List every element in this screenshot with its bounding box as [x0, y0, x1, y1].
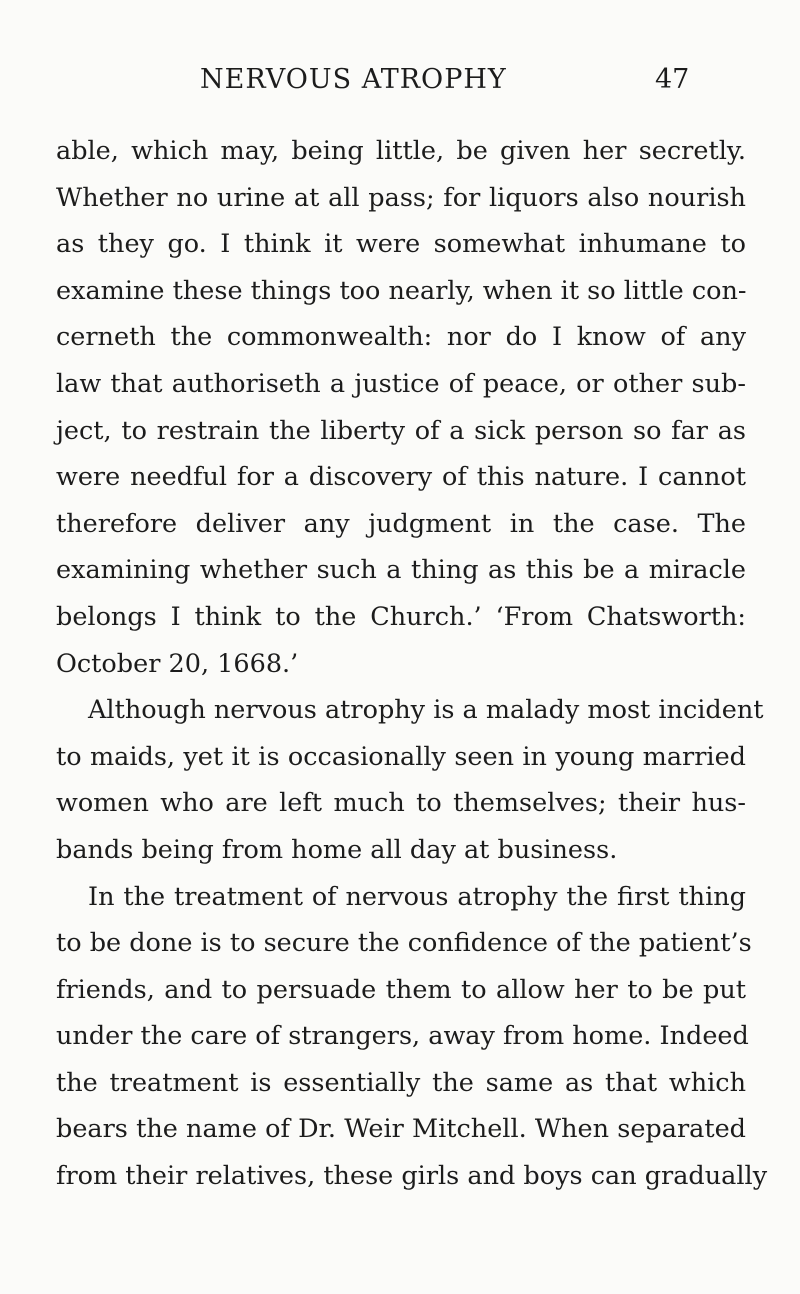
text-line: bears the name of Dr. Weir Mitchell. When separated [56, 1114, 746, 1145]
text-line: were needful for a discovery of this nature. I cannot [56, 462, 746, 493]
text-line: bands being from home all day at business. [56, 834, 618, 865]
text-line: from their relatives, these girls and boys can gradually [56, 1161, 768, 1192]
text-line: Although nervous atrophy is a malady most incident [88, 695, 764, 726]
text-line: friends, and to persuade them to allow her to be put [56, 974, 746, 1005]
text-line: the treatment is essentially the same as that which [56, 1067, 746, 1098]
text-line: ject, to restrain the liberty of a sick person so far as [56, 415, 746, 446]
text-line: to maids, yet it is occasionally seen in young married [56, 741, 746, 772]
text-line: able, which may, being little, be given her secretly. [56, 136, 746, 166]
text-line: under the care of strangers, away from home. Indeed [56, 1021, 749, 1052]
text-line: October 20, 1668.’ [56, 648, 299, 679]
text-line: examining whether such a thing as this be a miracle [56, 555, 746, 586]
body-text [56, 128, 768, 1200]
text-line: women who are left much to themselves; their hus- [56, 788, 746, 819]
text-line: to be done is to secure the confidence of the patient’s [56, 928, 752, 959]
page-number: 47 [655, 64, 690, 95]
text-line: cerneth the commonwealth: nor do I know of any [56, 322, 746, 353]
text-line: as they go. I think it were somewhat inhumane to [56, 229, 746, 260]
text-line: In the treatment of nervous atrophy the first thing [88, 881, 746, 912]
running-title: NERVOUS ATROPHY [200, 64, 507, 95]
text-line: therefore deliver any judgment in the case. The [56, 508, 746, 539]
running-head [0, 64, 800, 104]
text-line: belongs I think to the Church.’ ‘From Chatsworth: [56, 601, 746, 632]
text-line: Whether no urine at all pass; for liquors also nourish [56, 182, 746, 213]
text-line: examine these things too nearly, when it so little con- [56, 275, 747, 306]
text-line: law that authoriseth a justice of peace, or other sub- [56, 368, 746, 399]
